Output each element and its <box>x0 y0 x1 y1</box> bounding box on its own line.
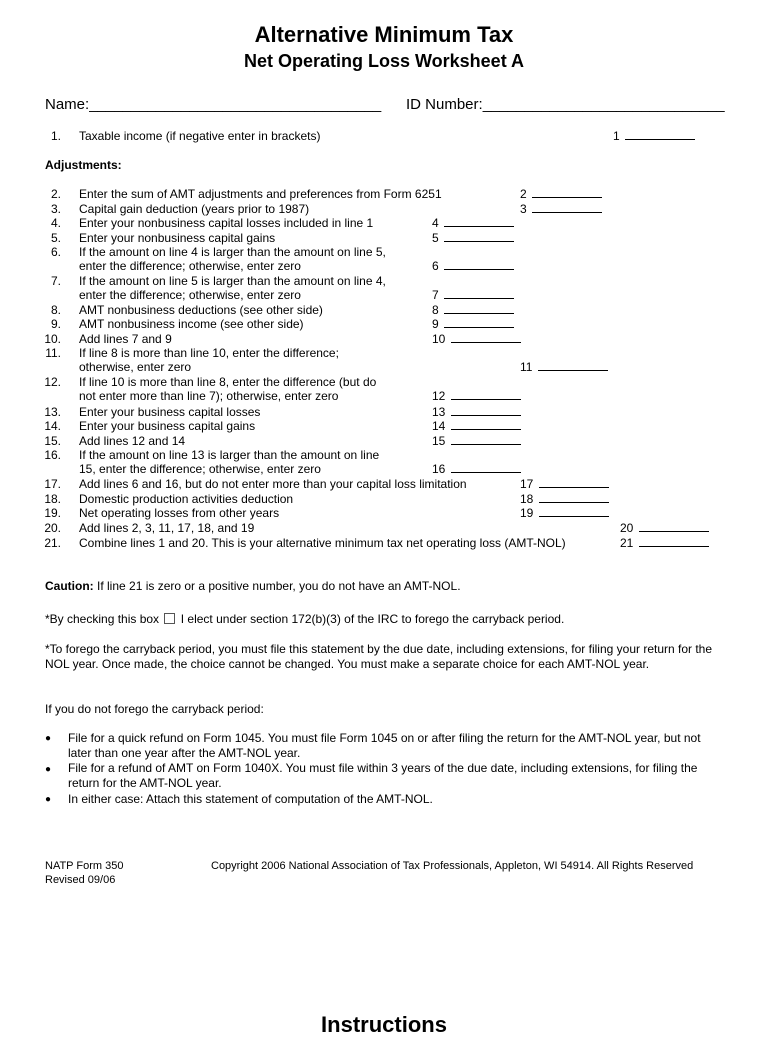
bullet-icon: ● <box>45 764 52 775</box>
line-12-ref: 12 <box>432 389 446 403</box>
line-15-entry[interactable] <box>432 434 521 448</box>
line-10-ref: 10 <box>432 332 446 346</box>
line-16-ref: 16 <box>432 462 446 476</box>
line-3-number: 3. <box>50 202 61 216</box>
line-3-blank[interactable] <box>532 202 602 213</box>
line-7-blank[interactable] <box>444 288 514 299</box>
line-7-ref: 7 <box>432 288 439 302</box>
line-14-ref: 14 <box>432 419 446 433</box>
line-8-entry[interactable] <box>432 303 514 317</box>
line-20-text: Add lines 2, 3, 11, 17, 18, and 19 <box>79 521 255 535</box>
form-number: NATP Form 350 <box>45 860 124 872</box>
line-11-blank[interactable] <box>538 360 608 371</box>
line-9-text: AMT nonbusiness income (see other side) <box>79 317 304 331</box>
line-6-text: If the amount on line 4 is larger than the amount on line 5, <box>79 245 386 259</box>
line-17-ref: 17 <box>520 477 534 491</box>
line-5-ref: 5 <box>432 231 439 245</box>
line-4-entry[interactable] <box>432 216 514 230</box>
line-5-blank[interactable] <box>444 231 514 242</box>
revision-date: Revised 09/06 <box>45 874 116 886</box>
line-12-text-continued: not enter more than line 7); otherwise, enter zero <box>79 389 339 403</box>
line-13-number: 13. <box>44 405 61 419</box>
line-3-text: Capital gain deduction (years prior to 1987) <box>79 202 310 216</box>
line-21-blank[interactable] <box>639 536 709 547</box>
line-5-text: Enter your nonbusiness capital gains <box>79 231 276 245</box>
line-5-entry[interactable] <box>432 231 514 245</box>
line-14-entry[interactable] <box>432 419 521 433</box>
line-7-number: 7. <box>50 274 61 288</box>
line-20-blank[interactable] <box>639 521 709 532</box>
line-7-entry[interactable] <box>432 288 514 302</box>
forego-note: *To forego the carryback period, you must file this statement by the due date, including extensions, for filing your return for the NOL year. Once made, the choice cannot be changed. You must make a separate choice for each AMT-NOL year. <box>45 642 713 671</box>
line-2-blank[interactable] <box>532 187 602 198</box>
line-15-text: Add lines 12 and 14 <box>79 434 186 448</box>
line-8-ref: 8 <box>432 303 439 317</box>
election-text-before: *By checking this box <box>45 612 160 626</box>
line-2-text: Enter the sum of AMT adjustments and preferences from Form 6251 <box>79 187 442 201</box>
line-17-blank[interactable] <box>539 477 609 488</box>
line-17-text: Add lines 6 and 16, but do not enter more than your capital loss limitation <box>79 477 467 491</box>
page-title: Alternative Minimum Tax <box>254 22 514 47</box>
line-19-ref: 19 <box>520 506 534 520</box>
line-1-entry[interactable] <box>613 129 695 143</box>
line-19-blank[interactable] <box>539 506 609 517</box>
page-subtitle: Net Operating Loss Worksheet A <box>243 51 525 71</box>
line-16-entry[interactable] <box>432 462 521 476</box>
line-11-entry[interactable] <box>520 360 608 374</box>
line-11-text-continued: otherwise, enter zero <box>79 360 192 374</box>
line-16-text: If the amount on line 13 is larger than the amount on line <box>79 448 380 462</box>
name-field[interactable] <box>45 96 381 113</box>
line-14-text: Enter your business capital gains <box>79 419 256 433</box>
line-4-blank[interactable] <box>444 216 514 227</box>
line-4-text: Enter your nonbusiness capital losses included in line 1 <box>79 216 374 230</box>
bullet-icon: ● <box>45 794 52 805</box>
line-20-number: 20. <box>44 521 61 535</box>
id-number-field[interactable] <box>406 96 725 113</box>
instructions-heading: Instructions <box>321 1012 447 1037</box>
line-18-text: Domestic production activities deduction <box>79 492 294 506</box>
line-16-number: 16. <box>44 448 61 462</box>
line-15-number: 15. <box>44 434 61 448</box>
line-10-entry[interactable] <box>432 332 521 346</box>
line-2-entry[interactable] <box>520 187 602 201</box>
name-line[interactable]: ___________________________________ <box>89 96 382 113</box>
line-10-blank[interactable] <box>451 332 521 343</box>
line-8-text: AMT nonbusiness deductions (see other side) <box>79 303 323 317</box>
line-19-entry[interactable] <box>520 506 609 520</box>
caution-note <box>45 579 725 594</box>
line-17-number: 17. <box>44 477 61 491</box>
name-label: Name: <box>45 96 90 113</box>
forego-carryback-checkbox[interactable] <box>164 613 175 624</box>
line-12-text: If line 10 is more than line 8, enter the difference (but do <box>79 375 377 389</box>
line-19-number: 19. <box>44 506 61 520</box>
line-9-entry[interactable] <box>432 317 514 331</box>
line-5-number: 5. <box>50 231 61 245</box>
line-6-blank[interactable] <box>444 259 514 270</box>
line-2-number: 2. <box>50 187 61 201</box>
line-12-entry[interactable] <box>432 389 521 403</box>
line-14-blank[interactable] <box>451 419 521 430</box>
line-9-ref: 9 <box>432 317 439 331</box>
line-8-number: 8. <box>50 303 61 317</box>
line-21-entry[interactable] <box>620 536 709 550</box>
line-16-blank[interactable] <box>451 462 521 473</box>
line-19-text: Net operating losses from other years <box>79 506 280 520</box>
line-15-ref: 15 <box>432 434 446 448</box>
caution-text: If line 21 is zero or a positive number, you do not have an AMT-NOL. <box>97 579 461 593</box>
adjustments-heading: Adjustments: <box>45 158 122 172</box>
line-21-number: 21. <box>44 536 61 550</box>
line-18-ref: 18 <box>520 492 534 506</box>
line-13-entry[interactable] <box>432 405 521 419</box>
line-1-blank[interactable] <box>625 129 695 140</box>
line-6-entry[interactable] <box>432 259 514 273</box>
line-18-number: 18. <box>44 492 61 506</box>
line-7-text-continued: enter the difference; otherwise, enter zero <box>79 288 301 302</box>
election-text-after: I elect under section 172(b)(3) of the IRC to forego the carryback period. <box>180 612 565 626</box>
line-20-entry[interactable] <box>620 521 709 535</box>
id-number-label: ID Number: <box>406 96 483 113</box>
line-9-number: 9. <box>50 317 61 331</box>
line-15-blank[interactable] <box>451 434 521 445</box>
line-18-blank[interactable] <box>539 492 609 503</box>
line-7-text: If the amount on line 5 is larger than the amount on line 4, <box>79 274 386 288</box>
election-statement <box>45 612 725 627</box>
line-13-blank[interactable] <box>451 405 521 416</box>
line-14-number: 14. <box>44 419 61 433</box>
line-6-ref: 6 <box>432 259 439 273</box>
line-8-blank[interactable] <box>444 303 514 314</box>
line-16-text-continued: 15, enter the difference; otherwise, enter zero <box>79 462 321 476</box>
line-3-entry[interactable] <box>520 202 602 216</box>
line-21-ref: 21 <box>620 536 634 550</box>
line-4-ref: 4 <box>432 216 439 230</box>
line-21-text: Combine lines 1 and 20. This is your alternative minimum tax net operating loss (AMT-NOL) <box>79 536 566 550</box>
caution-label: Caution: <box>45 579 94 593</box>
line-12-blank[interactable] <box>451 389 521 400</box>
id-number-line[interactable]: _____________________________ <box>482 96 725 113</box>
line-1-text: Taxable income (if negative enter in brackets) <box>79 129 321 143</box>
line-11-number: 11. <box>45 346 61 360</box>
bullet-item-1: File for a quick refund on Form 1045. You must file Form 1045 on or after filing the return for the AMT-NOL year, but not later than one year after the AMT-NOL year. <box>68 731 701 760</box>
line-2-ref: 2 <box>520 187 527 201</box>
line-10-text: Add lines 7 and 9 <box>79 332 172 346</box>
line-11-ref: 11 <box>520 360 533 374</box>
no-forego-intro: If you do not forego the carryback period: <box>45 702 264 716</box>
line-4-number: 4. <box>50 216 61 230</box>
line-13-ref: 13 <box>432 405 446 419</box>
line-6-number: 6. <box>50 245 61 259</box>
line-18-entry[interactable] <box>520 492 609 506</box>
line-1-number: 1. <box>50 129 61 143</box>
copyright-notice: Copyright 2006 National Association of Tax Professionals, Appleton, WI 54914. All Rights Reserved <box>211 860 694 872</box>
bullet-item-3: In either case: Attach this statement of computation of the AMT-NOL. <box>68 792 433 806</box>
line-10-number: 10. <box>44 332 61 346</box>
line-6-text-continued: enter the difference; otherwise, enter zero <box>79 259 301 273</box>
bullet-icon: ● <box>45 733 52 744</box>
line-1-ref: 1 <box>613 129 620 143</box>
bullet-item-2: File for a refund of AMT on Form 1040X. You must file within 3 years of the due date, including extensions, for filing the return for the AMT-NOL year. <box>68 761 698 790</box>
line-17-entry[interactable] <box>520 477 609 491</box>
line-3-ref: 3 <box>520 202 527 216</box>
line-20-ref: 20 <box>620 521 634 535</box>
line-11-text: If line 8 is more than line 10, enter the difference; <box>79 346 339 360</box>
line-13-text: Enter your business capital losses <box>79 405 261 419</box>
line-9-blank[interactable] <box>444 317 514 328</box>
line-12-number: 12. <box>44 375 61 389</box>
